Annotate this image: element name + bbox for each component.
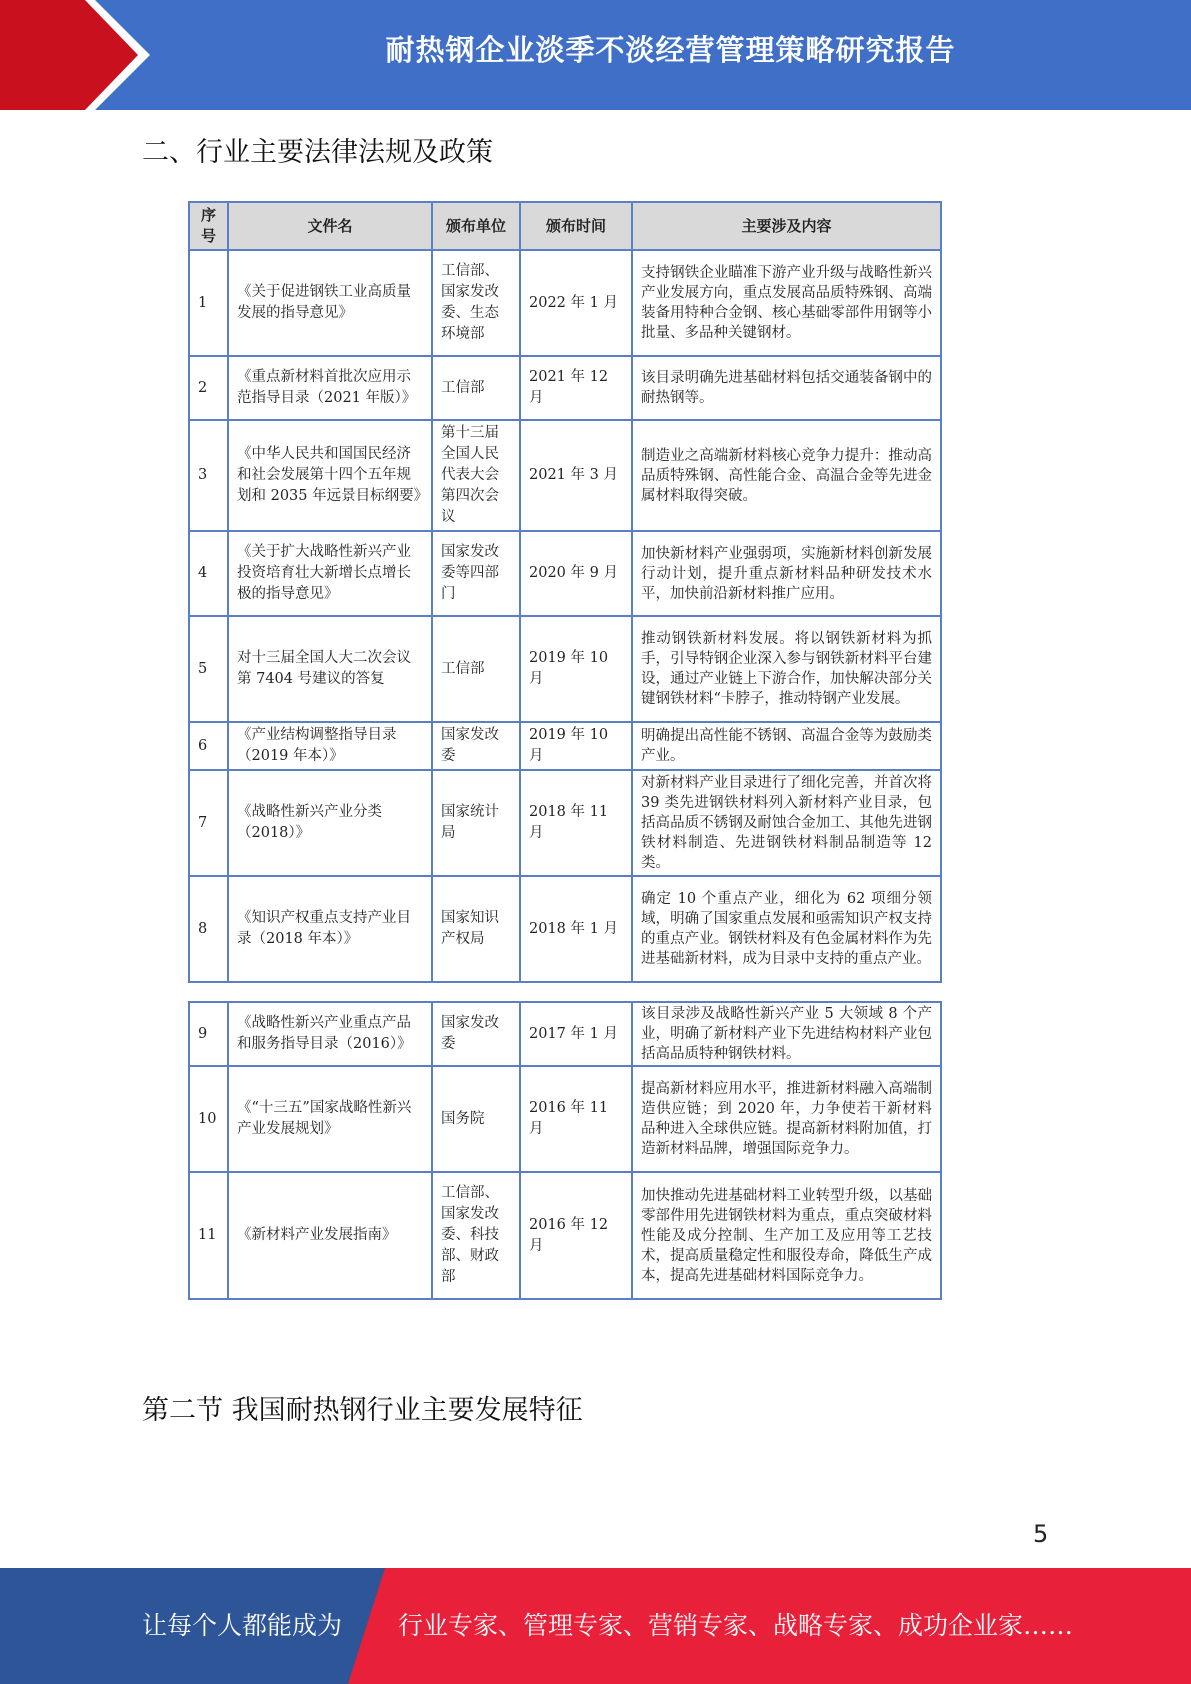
row-name: 对十三届全国人大二次会议第 7404 号建议的答复 <box>228 616 432 722</box>
row-name: 《关于促进钢铁工业高质量发展的指导意见》 <box>228 250 432 356</box>
row-content: 明确提出高性能不锈钢、高温合金等为鼓励类产业。 <box>632 722 941 770</box>
row-content: 该目录涉及战略性新兴产业 5 大领域 8 个产业，明确了新材料产业下先进结构材料产业包括高品质特种钢铁材料。 <box>632 1002 941 1066</box>
row-content: 加快新材料产业强弱项，实施新材料创新发展行动计划，提升重点新材料品种研发技术水平，加快前沿新材料推广应用。 <box>632 531 941 616</box>
row-issuer: 国家发改委 <box>432 722 520 770</box>
row-name: 《战略性新兴产业重点产品和服务指导目录（2016）》 <box>228 1002 432 1066</box>
col-header-content: 主要涉及内容 <box>632 202 941 250</box>
row-name: 《“十三五”国家战略性新兴产业发展规划》 <box>228 1066 432 1172</box>
row-no: 7 <box>189 770 228 876</box>
row-date: 2016 年 12 月 <box>520 1172 632 1299</box>
row-date: 2019 年 10 月 <box>520 722 632 770</box>
table-row <box>189 722 941 770</box>
table-row <box>189 250 941 356</box>
section-heading-features: 第二节 我国耐热钢行业主要发展特征 <box>142 1395 583 1426</box>
table-row <box>189 1002 941 1066</box>
row-no: 3 <box>189 420 228 531</box>
col-header-date: 颁布时间 <box>520 202 632 250</box>
table-row <box>189 356 941 420</box>
table-row <box>189 1066 941 1172</box>
row-issuer: 工信部 <box>432 356 520 420</box>
row-date: 2017 年 1 月 <box>520 1002 632 1066</box>
row-content: 加快推动先进基础材料工业转型升级，以基础零部件用先进钢铁材料为重点，重点突破材料性能及成分控制、生产加工及应用等工艺技术，提高质量稳定性和服役寿命，降低生产成本，提高先进基础材料国际竞争力。 <box>632 1172 941 1299</box>
table-row <box>189 876 941 982</box>
row-name: 《战略性新兴产业分类（2018）》 <box>228 770 432 876</box>
report-title: 耐热钢企业淡季不淡经营管理策略研究报告 <box>385 33 956 67</box>
row-date: 2022 年 1 月 <box>520 250 632 356</box>
page-footer <box>0 1568 1191 1684</box>
row-no: 4 <box>189 531 228 616</box>
row-issuer: 第十三届全国人民代表大会第四次会议 <box>432 420 520 531</box>
row-date: 2020 年 9 月 <box>520 531 632 616</box>
row-content: 该目录明确先进基础材料包括交通装备钢中的耐热钢等。 <box>632 356 941 420</box>
footer-slogan-right: 行业专家、管理专家、营销专家、战略专家、成功企业家…… <box>398 1611 1074 1640</box>
row-content: 推动钢铁新材料发展。将以钢铁新材料为抓手，引导特钢企业深入参与钢铁新材料平台建设，通过产业链上下游合作，加快解决部分关键钢铁材料“卡脖子，推动特钢产业发展。 <box>632 616 941 722</box>
row-content: 确定 10 个重点产业，细化为 62 项细分领域，明确了国家重点发展和亟需知识产权支持的重点产业。钢铁材料及有色金属材料作为先进基础新材料，成为目录中支持的重点产业。 <box>632 876 941 982</box>
row-no: 5 <box>189 616 228 722</box>
row-no: 8 <box>189 876 228 982</box>
row-no: 9 <box>189 1002 228 1066</box>
page-number: 5 <box>1033 1520 1049 1548</box>
row-name: 《关于扩大战略性新兴产业投资培育壮大新增长点增长极的指导意见》 <box>228 531 432 616</box>
row-name: 《中华人民共和国国民经济和社会发展第十四个五年规划和 2035 年远景目标纲要》 <box>228 420 432 531</box>
page-header <box>0 0 1191 110</box>
row-no: 6 <box>189 722 228 770</box>
row-date: 2016 年 11 月 <box>520 1066 632 1172</box>
row-issuer: 工信部、国家发改委、科技部、财政部 <box>432 1172 520 1299</box>
row-content: 提高新材料应用水平，推进新材料融入高端制造供应链；到 2020 年，力争使若干新材料品种进入全球供应链。提高新材料附加值，打造新材料品牌，增强国际竞争力。 <box>632 1066 941 1172</box>
row-no: 11 <box>189 1172 228 1299</box>
row-name: 《知识产权重点支持产业目录（2018 年本）》 <box>228 876 432 982</box>
row-content: 支持钢铁企业瞄准下游产业升级与战略性新兴产业发展方向，重点发展高品质特殊钢、高端装备用特种合金钢、核心基础零部件用钢等小批量、多品种关键钢材。 <box>632 250 941 356</box>
policy-table-continued <box>188 1001 942 1300</box>
header-arrow-icon <box>0 0 160 110</box>
table-header-row <box>189 202 941 250</box>
policy-table <box>188 201 942 983</box>
col-header-no: 序号 <box>189 202 228 250</box>
row-name: 《重点新材料首批次应用示范指导目录（2021 年版）》 <box>228 356 432 420</box>
row-issuer: 国家发改委等四部门 <box>432 531 520 616</box>
row-name: 《新材料产业发展指南》 <box>228 1172 432 1299</box>
row-date: 2021 年 3 月 <box>520 420 632 531</box>
row-issuer: 国家知识产权局 <box>432 876 520 982</box>
row-date: 2019 年 10 月 <box>520 616 632 722</box>
row-content: 制造业之高端新材料核心竞争力提升：推动高品质特殊钢、高性能合金、高温合金等先进金属材料取得突破。 <box>632 420 941 531</box>
row-date: 2018 年 1 月 <box>520 876 632 982</box>
col-header-issuer: 颁布单位 <box>432 202 520 250</box>
row-name: 《产业结构调整指导目录（2019 年本）》 <box>228 722 432 770</box>
table-row <box>189 770 941 876</box>
row-no: 1 <box>189 250 228 356</box>
section-heading-laws: 二、行业主要法律法规及政策 <box>142 137 493 168</box>
table-row <box>189 616 941 722</box>
row-issuer: 国家统计局 <box>432 770 520 876</box>
table-row <box>189 1172 941 1299</box>
col-header-name: 文件名 <box>228 202 432 250</box>
row-issuer: 国务院 <box>432 1066 520 1172</box>
row-issuer: 工信部 <box>432 616 520 722</box>
row-issuer: 工信部、国家发改委、生态环境部 <box>432 250 520 356</box>
table-row <box>189 531 941 616</box>
row-date: 2021 年 12 月 <box>520 356 632 420</box>
row-content: 对新材料产业目录进行了细化完善，并首次将 39 类先进钢铁材料列入新材料产业目录，包括高品质不锈钢及耐蚀合金加工、其他先进钢铁材料制造、先进钢铁材料制品制造等 12 类。 <box>632 770 941 876</box>
row-no: 10 <box>189 1066 228 1172</box>
row-date: 2018 年 11 月 <box>520 770 632 876</box>
footer-slogan-left: 让每个人都能成为 <box>142 1611 343 1640</box>
row-issuer: 国家发改委 <box>432 1002 520 1066</box>
table-row <box>189 420 941 531</box>
row-no: 2 <box>189 356 228 420</box>
